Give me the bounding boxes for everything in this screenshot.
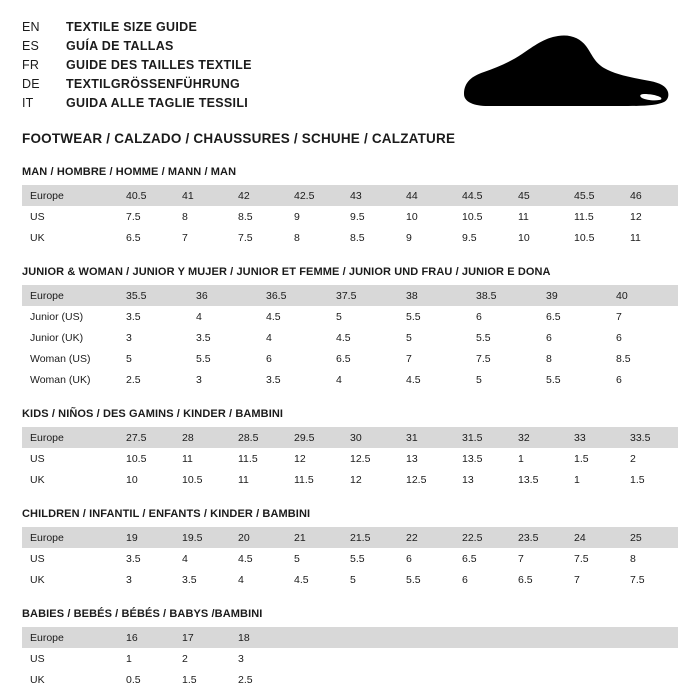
size-cell: 7 (406, 352, 412, 365)
table-row (22, 227, 678, 248)
size-cell: 7 (518, 552, 524, 565)
size-cell: 6.5 (546, 310, 561, 323)
size-cell: 3.5 (126, 552, 141, 565)
size-cell: 10.5 (462, 210, 483, 223)
size-cell (566, 627, 622, 648)
size-cell: 10.5 (182, 473, 203, 486)
language-code: IT (22, 96, 34, 110)
row-label: UK (30, 573, 45, 586)
size-cell: 6.5 (126, 231, 141, 244)
dress-shoe-icon (458, 34, 672, 110)
size-cell: 6 (546, 331, 552, 344)
table-row (22, 627, 678, 648)
size-cell: 24 (566, 527, 622, 548)
size-cell: 3.5 (182, 573, 197, 586)
size-cell: 2.5 (238, 673, 253, 686)
size-cell: 46 (622, 185, 678, 206)
size-cell (398, 669, 454, 690)
size-cell: 12 (294, 452, 306, 465)
size-cell: 42 (230, 185, 286, 206)
size-cell: 13.5 (462, 452, 483, 465)
row-label: Junior (UK) (30, 331, 84, 344)
size-section (22, 508, 678, 590)
size-cell: 11 (630, 231, 641, 244)
size-cell: 4 (336, 373, 342, 386)
size-cell: 11 (182, 452, 193, 465)
row-label: Europe (22, 527, 118, 548)
size-cell: 23.5 (510, 527, 566, 548)
language-code: DE (22, 77, 40, 91)
size-cell: 4 (182, 552, 188, 565)
row-label: Europe (22, 185, 118, 206)
size-cell: 10 (126, 473, 138, 486)
size-cell: 5 (476, 373, 482, 386)
size-cell: 7.5 (238, 231, 253, 244)
size-cell (454, 627, 510, 648)
size-cell: 1.5 (574, 452, 589, 465)
table-row (22, 306, 678, 327)
size-cell: 44 (398, 185, 454, 206)
size-cell: 7.5 (126, 210, 141, 223)
size-cell (286, 648, 342, 669)
size-cell: 30 (342, 427, 398, 448)
size-cell: 21 (286, 527, 342, 548)
size-cell (622, 648, 678, 669)
size-cell: 45 (510, 185, 566, 206)
size-cell: 13.5 (518, 473, 539, 486)
size-cell: 38 (398, 285, 468, 306)
size-cell: 10 (518, 231, 530, 244)
language-title: GUÍA DE TALLAS (66, 39, 174, 53)
size-cell: 5 (294, 552, 300, 565)
size-cell: 1 (574, 473, 580, 486)
row-label: US (30, 652, 45, 665)
size-cell: 4 (266, 331, 272, 344)
size-cell: 9 (294, 210, 300, 223)
language-title: TEXTILE SIZE GUIDE (66, 20, 198, 34)
size-cell: 18 (230, 627, 286, 648)
size-cell: 6 (266, 352, 272, 365)
size-cell: 16 (118, 627, 174, 648)
size-cell: 28.5 (230, 427, 286, 448)
row-label: UK (30, 473, 45, 486)
row-label: Europe (22, 285, 118, 306)
language-code: FR (22, 58, 40, 72)
size-cell (454, 648, 510, 669)
size-cell: 1.5 (182, 673, 197, 686)
size-cell: 6.5 (336, 352, 351, 365)
row-label: US (30, 452, 45, 465)
size-cell: 10 (406, 210, 418, 223)
size-table (22, 627, 678, 690)
size-cell: 8.5 (616, 352, 631, 365)
size-cell (286, 627, 342, 648)
table-row (22, 648, 678, 669)
size-cell: 28 (174, 427, 230, 448)
size-cell (566, 648, 622, 669)
size-cell: 10.5 (574, 231, 595, 244)
size-cell: 5 (336, 310, 342, 323)
size-cell: 42.5 (286, 185, 342, 206)
size-cell: 7 (574, 573, 580, 586)
row-label: US (30, 552, 45, 565)
size-cell (510, 669, 566, 690)
size-table (22, 185, 678, 248)
size-cell: 39 (538, 285, 608, 306)
table-row (22, 548, 678, 569)
size-cell: 7.5 (476, 352, 491, 365)
size-cell: 29.5 (286, 427, 342, 448)
size-cell: 1 (518, 452, 524, 465)
size-cell: 5 (406, 331, 412, 344)
size-table (22, 285, 678, 390)
size-cell: 12 (630, 210, 642, 223)
size-cell (398, 648, 454, 669)
size-cell: 8 (546, 352, 552, 365)
table-row (22, 427, 678, 448)
size-cell: 21.5 (342, 527, 398, 548)
size-cell: 5.5 (350, 552, 365, 565)
size-cell: 32 (510, 427, 566, 448)
size-cell: 38.5 (468, 285, 538, 306)
size-cell: 27.5 (118, 427, 174, 448)
table-row (22, 285, 678, 306)
size-cell (510, 648, 566, 669)
size-cell: 2 (182, 652, 188, 665)
size-cell: 4.5 (266, 310, 281, 323)
size-cell (622, 627, 678, 648)
size-cell: 5.5 (476, 331, 491, 344)
table-row (22, 527, 678, 548)
size-cell: 12 (350, 473, 362, 486)
table-row (22, 348, 678, 369)
size-cell (566, 669, 622, 690)
size-cell: 12.5 (406, 473, 427, 486)
size-cell: 25 (622, 527, 678, 548)
row-label: US (30, 210, 45, 223)
language-title: GUIDA ALLE TAGLIE TESSILI (66, 96, 249, 110)
size-cell: 3.5 (126, 310, 141, 323)
size-cell: 9 (406, 231, 412, 244)
size-cell: 35.5 (118, 285, 188, 306)
size-section (22, 608, 678, 690)
table-row (22, 569, 678, 590)
size-cell: 7.5 (630, 573, 645, 586)
size-cell: 5.5 (406, 310, 421, 323)
size-section-title: JUNIOR & WOMAN / JUNIOR Y MUJER / JUNIOR ET FEMME / JUNIOR UND FRAU / JUNIOR E DONA (22, 266, 551, 278)
size-cell: 33 (566, 427, 622, 448)
size-cell: 1.5 (630, 473, 645, 486)
size-section-title: BABIES / BEBÉS / BÉBÉS / BABYS /BAMBINI (22, 608, 263, 620)
size-cell: 43 (342, 185, 398, 206)
size-cell: 33.5 (622, 427, 678, 448)
size-cell: 0.5 (126, 673, 141, 686)
size-cell: 5 (350, 573, 356, 586)
size-cell: 40.5 (118, 185, 174, 206)
language-code: ES (22, 39, 40, 53)
size-cell (510, 627, 566, 648)
size-cell (622, 669, 678, 690)
size-cell (286, 669, 342, 690)
size-cell: 8.5 (238, 210, 253, 223)
category-title: FOOTWEAR / CALZADO / CHAUSSURES / SCHUHE / CALZATURE (22, 131, 456, 146)
size-cell: 5 (126, 352, 132, 365)
size-cell (342, 627, 398, 648)
size-cell: 11 (238, 473, 249, 486)
size-cell (398, 627, 454, 648)
size-cell: 19 (118, 527, 174, 548)
size-cell: 22.5 (454, 527, 510, 548)
size-cell: 8.5 (350, 231, 365, 244)
table-row (22, 448, 678, 469)
size-cell: 5.5 (406, 573, 421, 586)
size-cell: 11 (518, 210, 529, 223)
size-cell: 2.5 (126, 373, 141, 386)
size-cell: 13 (462, 473, 474, 486)
size-cell: 3 (238, 652, 244, 665)
row-label: UK (30, 673, 45, 686)
size-cell: 3.5 (266, 373, 281, 386)
size-cell: 9.5 (462, 231, 477, 244)
size-cell: 40 (608, 285, 678, 306)
size-section (22, 266, 678, 390)
size-cell: 36 (188, 285, 258, 306)
table-row (22, 369, 678, 390)
size-cell: 6 (616, 331, 622, 344)
size-cell: 6.5 (462, 552, 477, 565)
size-sections (22, 166, 678, 690)
size-cell: 8 (182, 210, 188, 223)
size-cell: 4.5 (336, 331, 351, 344)
row-label: UK (30, 231, 45, 244)
row-label: Europe (22, 627, 118, 648)
size-cell: 6 (616, 373, 622, 386)
size-cell: 4 (238, 573, 244, 586)
size-cell: 1 (126, 652, 132, 665)
size-cell: 7.5 (574, 552, 589, 565)
size-cell: 3.5 (196, 331, 211, 344)
size-cell: 2 (630, 452, 636, 465)
size-cell: 31.5 (454, 427, 510, 448)
table-row (22, 206, 678, 227)
size-table (22, 527, 678, 590)
row-label: Europe (22, 427, 118, 448)
size-cell: 8 (630, 552, 636, 565)
size-cell: 3 (126, 331, 132, 344)
size-cell: 9.5 (350, 210, 365, 223)
size-cell: 36.5 (258, 285, 328, 306)
size-cell: 31 (398, 427, 454, 448)
size-table (22, 427, 678, 490)
size-cell: 11.5 (238, 452, 258, 465)
size-cell: 10.5 (126, 452, 147, 465)
size-cell: 4.5 (406, 373, 421, 386)
table-row (22, 327, 678, 348)
size-cell: 6 (476, 310, 482, 323)
size-cell (342, 669, 398, 690)
size-cell: 45.5 (566, 185, 622, 206)
document-header (22, 20, 678, 146)
size-cell: 3 (196, 373, 202, 386)
table-row (22, 469, 678, 490)
size-cell (454, 669, 510, 690)
size-cell: 3 (126, 573, 132, 586)
language-code: EN (22, 20, 40, 34)
size-cell: 6 (462, 573, 468, 586)
size-section (22, 408, 678, 490)
table-row (22, 669, 678, 690)
size-cell: 44.5 (454, 185, 510, 206)
size-cell (342, 648, 398, 669)
size-cell: 11.5 (574, 210, 594, 223)
size-cell: 11.5 (294, 473, 314, 486)
size-cell: 19.5 (174, 527, 230, 548)
size-cell: 12.5 (350, 452, 371, 465)
size-section-title: CHILDREN / INFANTIL / ENFANTS / KINDER / BAMBINI (22, 508, 311, 520)
size-cell: 41 (174, 185, 230, 206)
size-cell: 6.5 (518, 573, 533, 586)
language-title: TEXTILGRÖSSENFÜHRUNG (66, 77, 241, 91)
size-section-title: KIDS / NIÑOS / DES GAMINS / KINDER / BAMBINI (22, 408, 284, 420)
size-cell: 4.5 (238, 552, 253, 565)
size-cell: 20 (230, 527, 286, 548)
size-cell: 22 (398, 527, 454, 548)
size-cell: 13 (406, 452, 418, 465)
size-cell: 8 (294, 231, 300, 244)
table-row (22, 185, 678, 206)
row-label: Junior (US) (30, 310, 84, 323)
size-section-title: MAN / HOMBRE / HOMME / MANN / MAN (22, 166, 237, 178)
size-cell: 6 (406, 552, 412, 565)
size-cell: 4.5 (294, 573, 309, 586)
size-cell: 5.5 (196, 352, 211, 365)
size-cell: 5.5 (546, 373, 561, 386)
size-cell: 7 (616, 310, 622, 323)
size-cell: 37.5 (328, 285, 398, 306)
size-section (22, 166, 678, 248)
row-label: Woman (US) (30, 352, 91, 365)
size-cell: 7 (182, 231, 188, 244)
size-cell: 4 (196, 310, 202, 323)
row-label: Woman (UK) (30, 373, 91, 386)
size-cell: 17 (174, 627, 230, 648)
language-title: GUIDE DES TAILLES TEXTILE (66, 58, 252, 72)
